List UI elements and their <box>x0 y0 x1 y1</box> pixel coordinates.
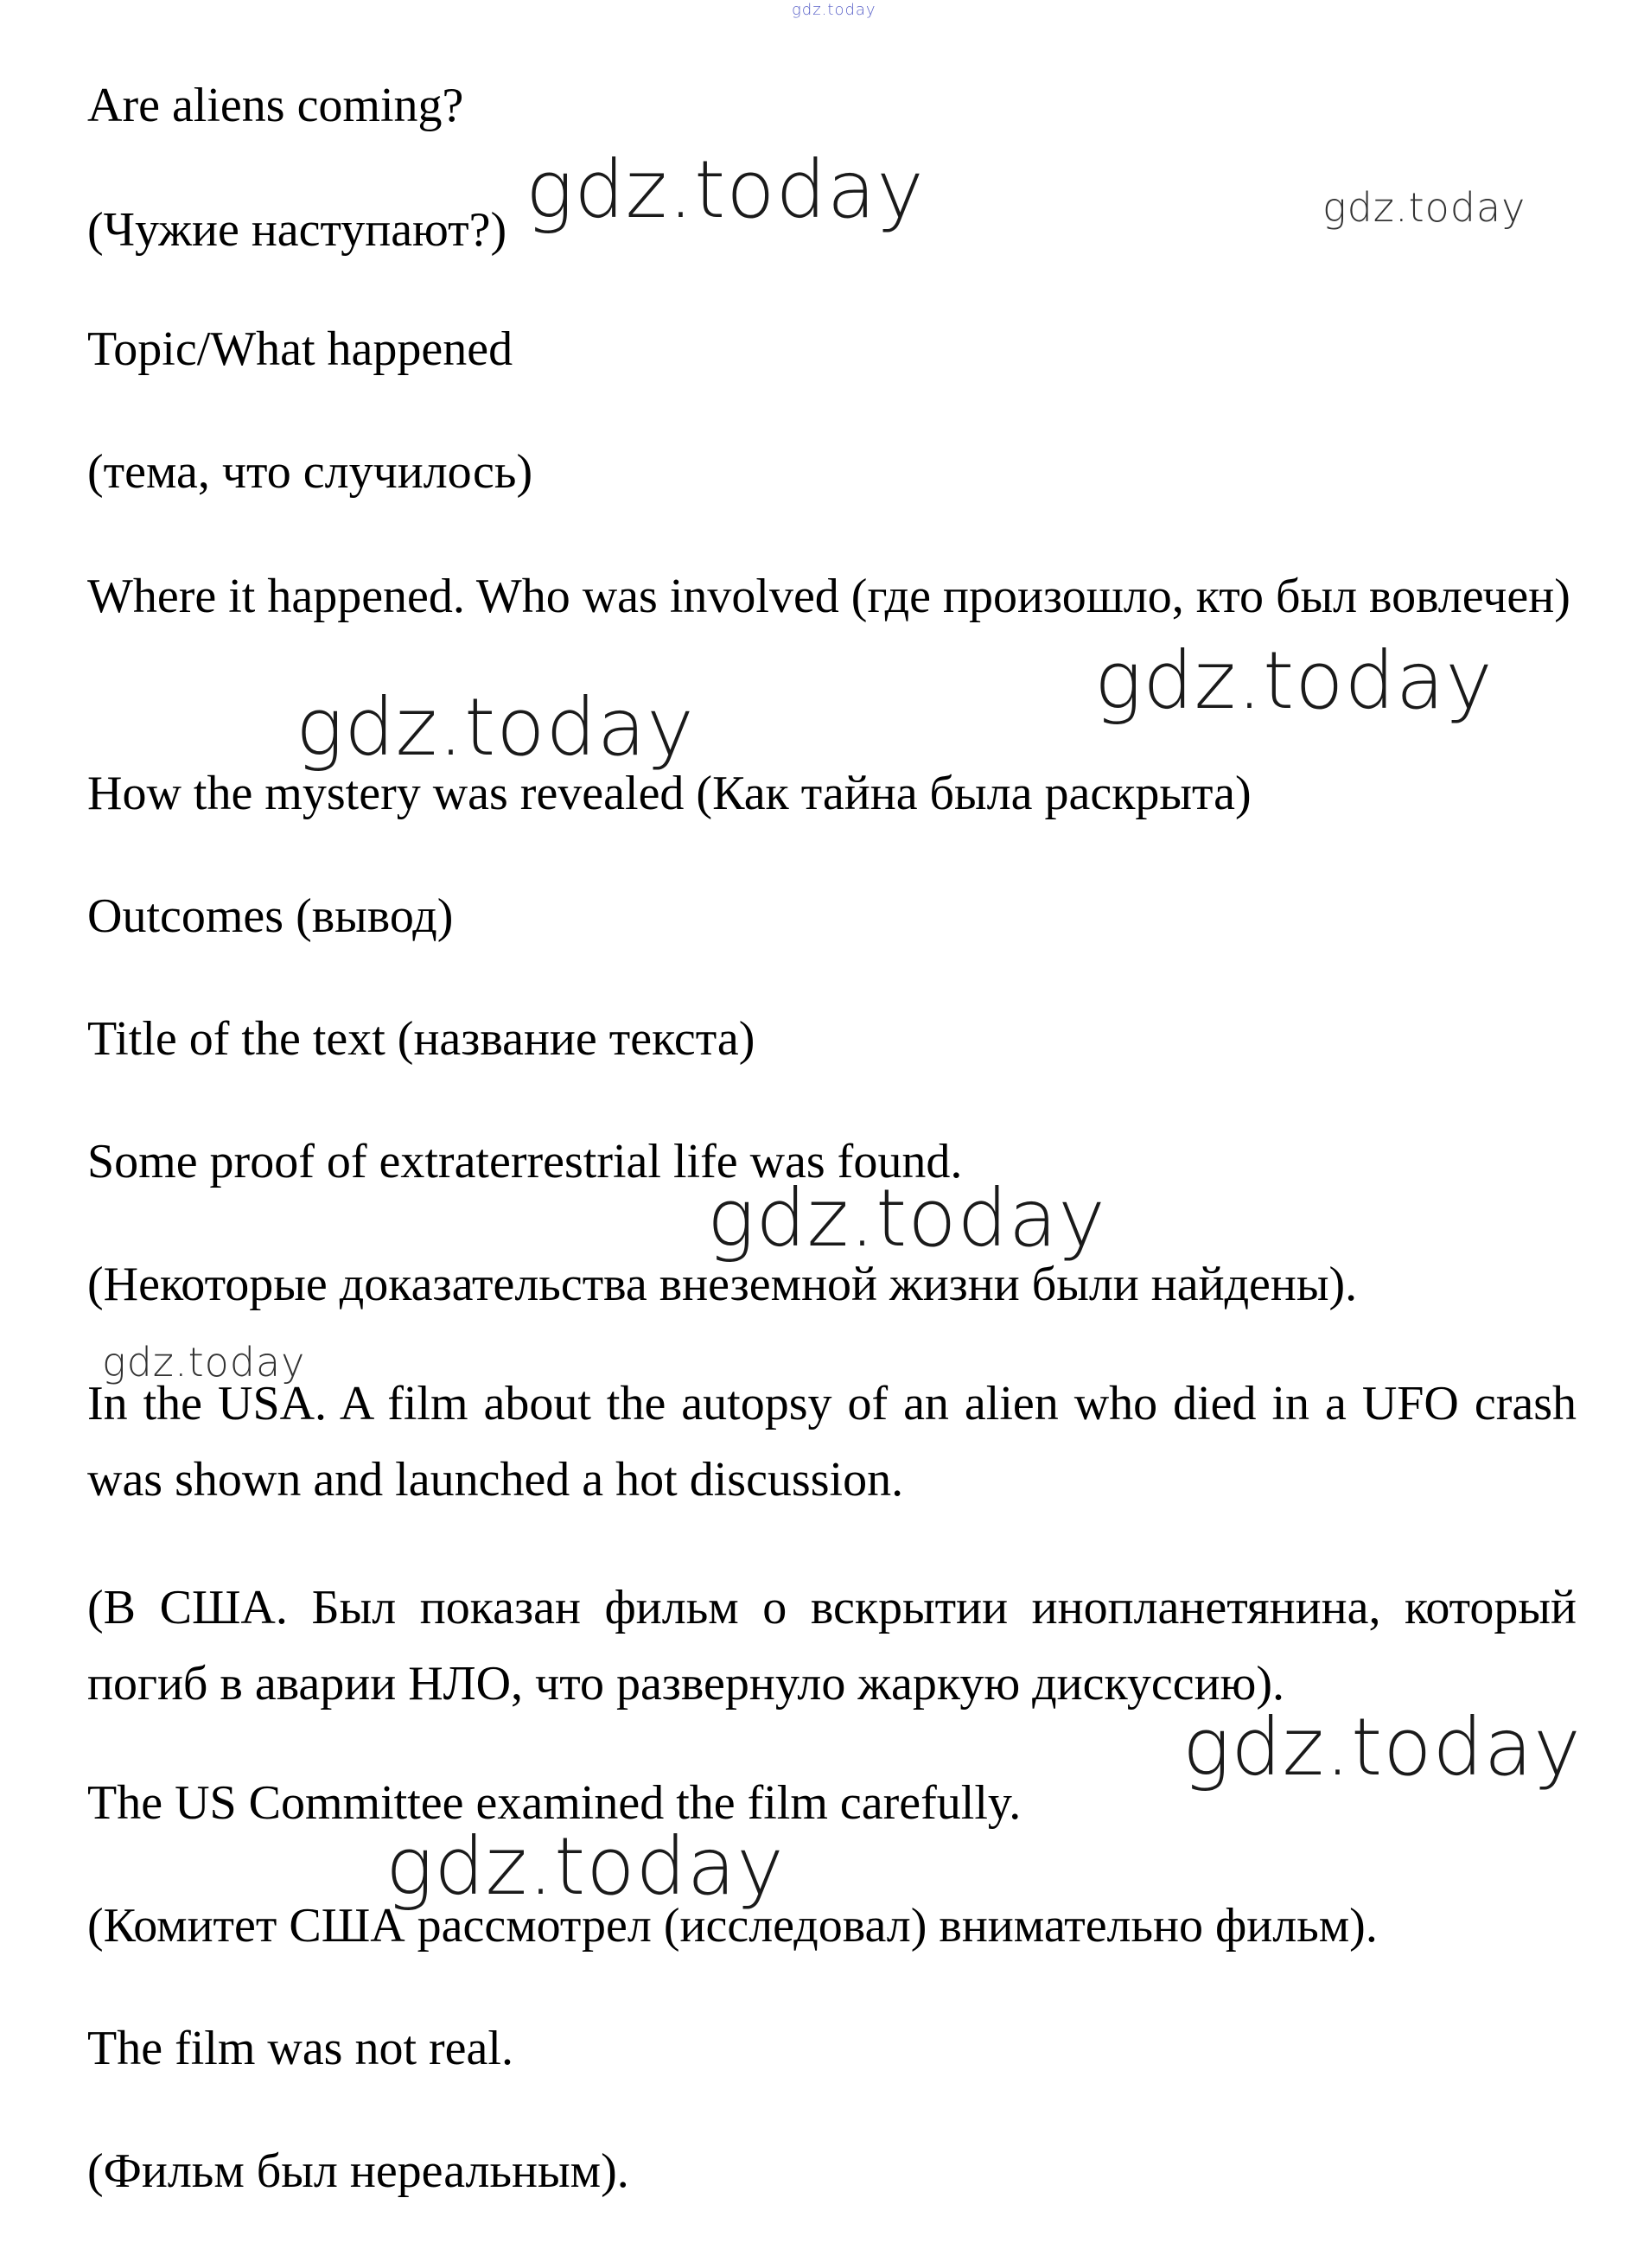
watermark-5: gdz.today <box>707 1172 1106 1265</box>
watermark-4: gdz.today <box>296 681 695 774</box>
watermark-1: gdz.today <box>526 143 925 236</box>
answer-where-who: In the USA. A film about the autopsy of an alien who died in a UFO crash was shown and launched a hot discussion. <box>87 1377 1577 1507</box>
heading-question: Are aliens coming? <box>87 79 464 132</box>
topic-label-translation: (тема, что случилось) <box>87 445 533 499</box>
watermark-7: gdz.today <box>1182 1701 1582 1793</box>
answer-where-who-translation: (В США. Был показан фильм о вскрытии инопланетянина, который погиб в аварии НЛО, что развернуло жаркую дискуссию). <box>87 1581 1577 1711</box>
answer-mystery: The US Committee examined the film carefully. <box>87 1776 1022 1830</box>
mystery-revealed-label: How the mystery was revealed (Как тайна была раскрыта) <box>87 767 1252 820</box>
answer-topic: Some proof of extraterrestrial life was found. <box>87 1135 963 1188</box>
where-who-label: Where it happened. Who was involved (где произошло, кто был вовлечен) <box>87 570 1570 623</box>
heading-question-translation: (Чужие наступают?) <box>87 203 507 257</box>
watermark-6: gdz.today <box>102 1339 306 1386</box>
answer-topic-translation: (Некоторые доказательства внеземной жизни были найдены). <box>87 1258 1358 1311</box>
title-label: Title of the text (название текста) <box>87 1012 755 1066</box>
outcomes-label: Outcomes (вывод) <box>87 889 454 943</box>
topic-label: Topic/What happened <box>87 322 513 376</box>
watermark-top: gdz.today <box>792 1 876 19</box>
watermark-3: gdz.today <box>1094 634 1494 727</box>
watermark-8: gdz.today <box>385 1820 785 1913</box>
answer-outcome-translation: (Фильм был нереальным). <box>87 2144 629 2198</box>
answer-mystery-translation: (Комитет США рассмотрел (исследовал) внимательно фильм). <box>87 1899 1378 1953</box>
watermark-2: gdz.today <box>1322 184 1526 231</box>
answer-outcome: The film was not real. <box>87 2022 513 2075</box>
